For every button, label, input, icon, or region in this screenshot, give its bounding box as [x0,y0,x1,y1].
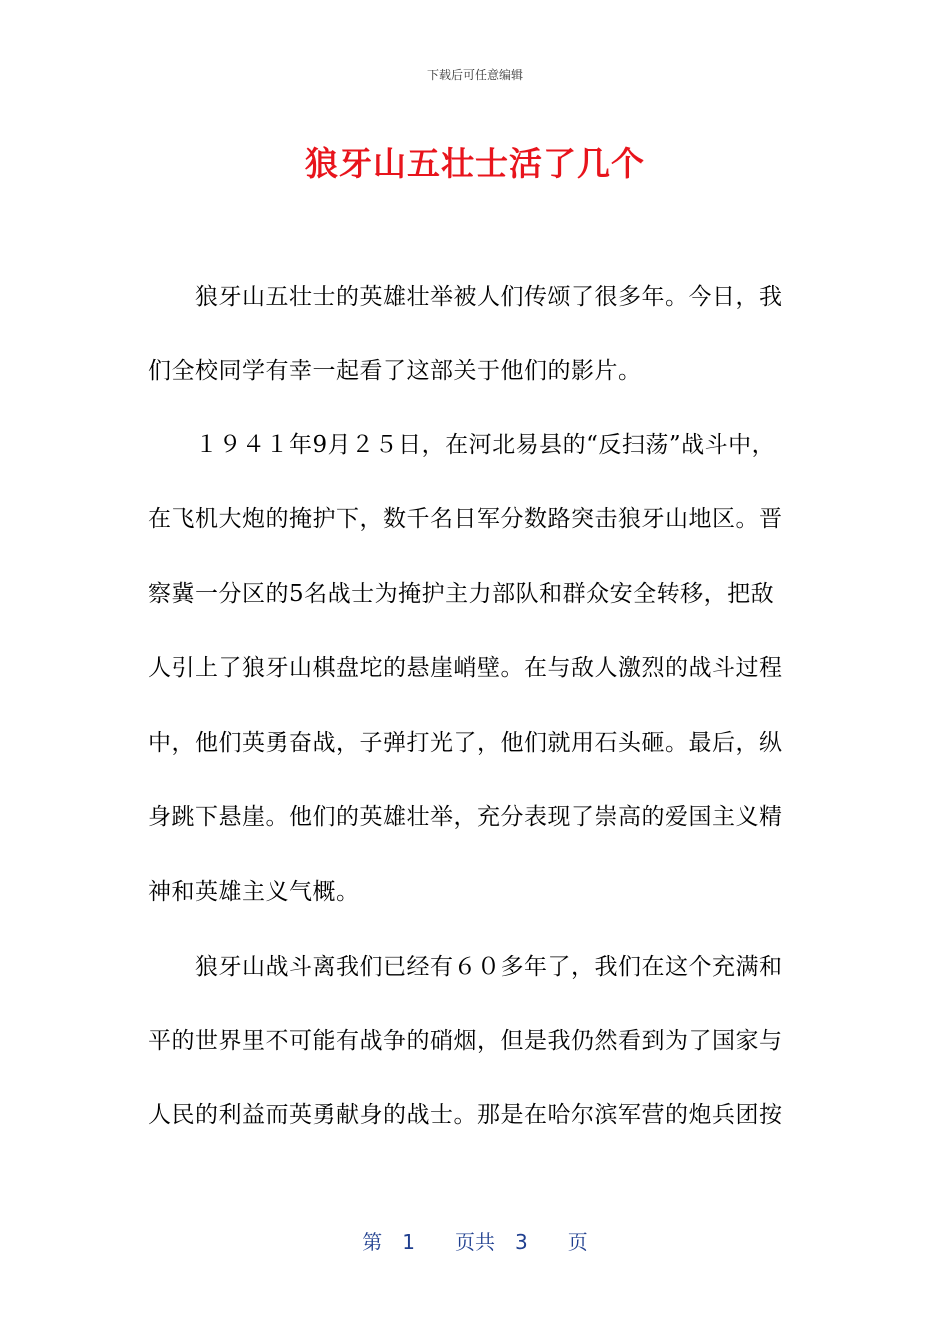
page-footer: 第 1 页共 3 页 [362,1230,588,1254]
body-line: 平的世界里不可能有战争的硝烟，但是我仍然看到为了国家与 [148,1028,783,1054]
body-line: １９４１年9月２５日，在河北易县的“反扫荡”战斗中， [148,432,776,458]
body-line: 们全校同学有幸一起看了这部关于他们的影片。 [148,358,642,384]
body-line: 人民的利益而英勇献身的战士。那是在哈尔滨军营的炮兵团按 [148,1102,783,1128]
body-line: 在飞机大炮的掩护下，数千名日军分数路突击狼牙山地区。晋 [148,506,783,532]
body-line: 狼牙山战斗离我们已经有６０多年了，我们在这个充满和 [148,954,783,980]
body-line: 中，他们英勇奋战，子弹打光了，他们就用石头砸。最后，纵 [148,730,783,756]
body-line: 身跳下悬崖。他们的英雄壮举，充分表现了崇高的爱国主义精 [148,804,783,830]
body-line: 神和英雄主义气概。 [148,879,360,905]
body-line: 察冀一分区的5名战士为掩护主力部队和群众安全转移，把敌 [148,581,775,607]
document-title: 狼牙山五壮士活了几个 [305,144,645,183]
header-note: 下载后可任意编辑 [426,68,523,82]
body-line: 人引上了狼牙山棋盘坨的悬崖峭壁。在与敌人激烈的战斗过程 [148,655,783,681]
body-line: 狼牙山五壮士的英雄壮举被人们传颂了很多年。今日，我 [148,284,783,310]
